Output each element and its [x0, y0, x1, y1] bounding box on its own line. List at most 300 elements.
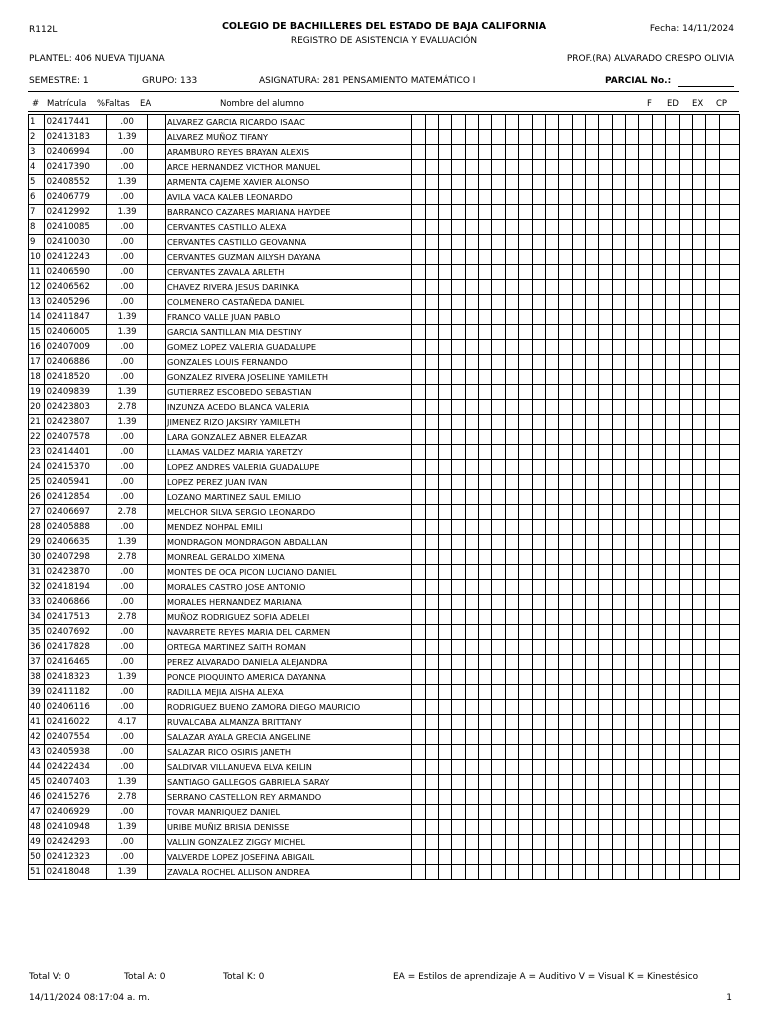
- grade-box: [612, 340, 625, 355]
- grade-box: [626, 490, 639, 505]
- grade-box: [492, 835, 505, 850]
- grade-box: [532, 655, 545, 670]
- grade-box: [492, 250, 505, 265]
- grade-box: [452, 295, 465, 310]
- grade-box: [639, 295, 652, 310]
- grade-box: [692, 220, 705, 235]
- grade-box: [439, 580, 452, 595]
- grade-box: [465, 385, 478, 400]
- grade-box: [452, 460, 465, 475]
- grade-box: [719, 580, 739, 595]
- grade-box: [706, 205, 719, 220]
- grade-box: [692, 325, 705, 340]
- grade-box: [559, 415, 572, 430]
- row-number: 5: [29, 175, 45, 190]
- grade-box: [612, 325, 625, 340]
- learning-style-cell: [148, 640, 166, 655]
- grade-box: [692, 160, 705, 175]
- row-number: 18: [29, 370, 45, 385]
- grade-box: [639, 175, 652, 190]
- grade-box: [412, 370, 425, 385]
- grade-box: [465, 550, 478, 565]
- grade-box: [439, 805, 452, 820]
- grade-box: [679, 220, 692, 235]
- row-number: 23: [29, 445, 45, 460]
- table-row: [29, 835, 740, 850]
- grade-box: [626, 610, 639, 625]
- grade-box: [639, 325, 652, 340]
- grade-box: [479, 415, 492, 430]
- grade-box: [412, 325, 425, 340]
- grade-box: [692, 565, 705, 580]
- grade-box: [666, 655, 679, 670]
- grade-box: [626, 535, 639, 550]
- grade-box: [505, 850, 518, 865]
- grade-box: [505, 625, 518, 640]
- grade-box: [425, 205, 438, 220]
- grade-box: [599, 190, 612, 205]
- grade-box: [706, 565, 719, 580]
- grade-box: [572, 700, 585, 715]
- grade-box: [452, 745, 465, 760]
- student-name: MORALES CASTRO JOSE ANTONIO: [166, 580, 412, 595]
- grade-box: [652, 490, 665, 505]
- grade-box: [719, 265, 739, 280]
- grade-box: [586, 295, 599, 310]
- grade-box: [465, 745, 478, 760]
- row-number: 42: [29, 730, 45, 745]
- student-name: FRANCO VALLE JUAN PABLO: [166, 310, 412, 325]
- grade-box: [479, 835, 492, 850]
- grade-box: [559, 610, 572, 625]
- grade-box: [679, 445, 692, 460]
- grade-box: [626, 265, 639, 280]
- grade-box: [439, 700, 452, 715]
- grade-box: [545, 235, 558, 250]
- grade-box: [532, 745, 545, 760]
- grade-box: [652, 265, 665, 280]
- grade-box: [679, 355, 692, 370]
- table-row: [29, 790, 740, 805]
- grade-box: [626, 580, 639, 595]
- grade-box: [452, 280, 465, 295]
- grade-box: [412, 310, 425, 325]
- grade-box: [586, 370, 599, 385]
- grade-box: [465, 115, 478, 130]
- grade-box: [412, 640, 425, 655]
- grade-box: [425, 850, 438, 865]
- grade-box: [679, 460, 692, 475]
- grade-box: [719, 670, 739, 685]
- table-row: [29, 295, 740, 310]
- grade-box: [626, 715, 639, 730]
- absence-percent: .00: [107, 850, 148, 865]
- grade-box: [706, 445, 719, 460]
- grade-box: [519, 205, 532, 220]
- grade-box: [412, 700, 425, 715]
- grade-box: [706, 370, 719, 385]
- grade-box: [719, 145, 739, 160]
- grade-box: [626, 355, 639, 370]
- grade-box: [559, 355, 572, 370]
- student-name: SALDIVAR VILLANUEVA ELVA KEILIN: [166, 760, 412, 775]
- student-id: 02415370: [44, 460, 106, 475]
- grade-box: [692, 475, 705, 490]
- grade-box: [519, 655, 532, 670]
- row-number: 9: [29, 235, 45, 250]
- row-number: 41: [29, 715, 45, 730]
- student-name: RADILLA MEJIA AISHA ALEXA: [166, 685, 412, 700]
- grade-box: [666, 265, 679, 280]
- table-row: [29, 520, 740, 535]
- student-name: ALVAREZ GARCIA RICARDO ISAAC: [166, 115, 412, 130]
- grade-box: [572, 370, 585, 385]
- grade-box: [639, 310, 652, 325]
- grade-box: [599, 385, 612, 400]
- grade-box: [612, 835, 625, 850]
- row-number: 17: [29, 355, 45, 370]
- grade-box: [612, 250, 625, 265]
- grade-box: [532, 235, 545, 250]
- grade-box: [452, 220, 465, 235]
- grade-box: [519, 415, 532, 430]
- row-number: 37: [29, 655, 45, 670]
- grade-box: [412, 730, 425, 745]
- absence-percent: .00: [107, 145, 148, 160]
- student-name: MONDRAGON MONDRAGON ABDALLAN: [166, 535, 412, 550]
- grade-box: [412, 400, 425, 415]
- grade-box: [425, 400, 438, 415]
- grade-box: [719, 730, 739, 745]
- grade-box: [545, 610, 558, 625]
- grade-box: [692, 460, 705, 475]
- grade-box: [586, 640, 599, 655]
- absence-percent: .00: [107, 340, 148, 355]
- student-id: 02407554: [44, 730, 106, 745]
- grade-box: [439, 220, 452, 235]
- grade-box: [706, 625, 719, 640]
- grade-box: [692, 610, 705, 625]
- grade-box: [692, 265, 705, 280]
- grade-box: [666, 685, 679, 700]
- grade-box: [492, 175, 505, 190]
- grade-box: [479, 625, 492, 640]
- grade-box: [599, 805, 612, 820]
- grade-box: [652, 700, 665, 715]
- absence-percent: 2.78: [107, 610, 148, 625]
- grade-box: [532, 490, 545, 505]
- grade-box: [599, 370, 612, 385]
- absence-percent: 2.78: [107, 790, 148, 805]
- grade-box: [425, 310, 438, 325]
- grade-box: [666, 130, 679, 145]
- grade-box: [492, 265, 505, 280]
- grade-box: [639, 115, 652, 130]
- student-id: 02414401: [44, 445, 106, 460]
- grade-box: [639, 355, 652, 370]
- grade-box: [439, 415, 452, 430]
- grade-box: [492, 445, 505, 460]
- grade-box: [692, 850, 705, 865]
- grade-box: [692, 595, 705, 610]
- grade-box: [519, 790, 532, 805]
- table-row: [29, 820, 740, 835]
- grade-box: [452, 730, 465, 745]
- row-number: 34: [29, 610, 45, 625]
- grade-box: [599, 835, 612, 850]
- grade-box: [612, 625, 625, 640]
- grade-box: [505, 265, 518, 280]
- grade-box: [586, 505, 599, 520]
- student-name: MONREAL GERALDO XIMENA: [166, 550, 412, 565]
- grade-box: [505, 175, 518, 190]
- grade-box: [425, 700, 438, 715]
- grade-box: [639, 850, 652, 865]
- grade-box: [532, 145, 545, 160]
- grade-box: [425, 820, 438, 835]
- grade-box: [519, 565, 532, 580]
- grade-box: [519, 550, 532, 565]
- learning-style-cell: [148, 535, 166, 550]
- grade-box: [425, 415, 438, 430]
- grade-box: [679, 790, 692, 805]
- grade-box: [505, 115, 518, 130]
- table-row: [29, 190, 740, 205]
- partial-number-blank: [678, 76, 734, 87]
- learning-style-cell: [148, 850, 166, 865]
- learning-style-cell: [148, 550, 166, 565]
- grade-box: [679, 400, 692, 415]
- grade-box: [425, 790, 438, 805]
- grade-box: [479, 370, 492, 385]
- grade-box: [719, 490, 739, 505]
- grade-box: [465, 850, 478, 865]
- grade-box: [599, 685, 612, 700]
- grade-box: [612, 805, 625, 820]
- grade-box: [586, 580, 599, 595]
- student-name: VALVERDE LOPEZ JOSEFINA ABIGAIL: [166, 850, 412, 865]
- grade-box: [599, 535, 612, 550]
- grade-box: [545, 310, 558, 325]
- grade-box: [652, 400, 665, 415]
- grade-box: [666, 325, 679, 340]
- grade-box: [505, 505, 518, 520]
- grade-box: [505, 745, 518, 760]
- grade-box: [586, 790, 599, 805]
- grade-box: [652, 850, 665, 865]
- grade-box: [652, 145, 665, 160]
- grade-box: [666, 565, 679, 580]
- grade-box: [599, 220, 612, 235]
- grade-box: [666, 400, 679, 415]
- grade-box: [439, 865, 452, 880]
- grade-box: [679, 655, 692, 670]
- student-id: 02405888: [44, 520, 106, 535]
- student-id: 02418323: [44, 670, 106, 685]
- grade-box: [452, 325, 465, 340]
- grade-box: [626, 145, 639, 160]
- grade-box: [652, 550, 665, 565]
- grade-box: [425, 115, 438, 130]
- grade-box: [679, 805, 692, 820]
- grade-box: [572, 670, 585, 685]
- grade-box: [639, 415, 652, 430]
- grade-box: [612, 715, 625, 730]
- grade-box: [679, 700, 692, 715]
- learning-style-cell: [148, 310, 166, 325]
- grade-box: [666, 790, 679, 805]
- grade-box: [652, 655, 665, 670]
- grade-box: [666, 595, 679, 610]
- grade-box: [439, 295, 452, 310]
- grade-box: [639, 625, 652, 640]
- grade-box: [519, 775, 532, 790]
- grade-box: [652, 805, 665, 820]
- absence-percent: .00: [107, 220, 148, 235]
- grade-box: [439, 310, 452, 325]
- grade-box: [626, 235, 639, 250]
- grade-box: [425, 730, 438, 745]
- absence-percent: .00: [107, 745, 148, 760]
- grade-box: [452, 535, 465, 550]
- grade-box: [599, 730, 612, 745]
- grade-box: [692, 190, 705, 205]
- absence-percent: .00: [107, 160, 148, 175]
- grade-box: [505, 805, 518, 820]
- grade-box: [639, 805, 652, 820]
- student-name: CHAVEZ RIVERA JESUS DARINKA: [166, 280, 412, 295]
- grade-box: [519, 385, 532, 400]
- grade-box: [545, 280, 558, 295]
- grade-box: [612, 460, 625, 475]
- col-header-cp: CP: [716, 99, 728, 109]
- absence-percent: 4.17: [107, 715, 148, 730]
- grade-box: [439, 730, 452, 745]
- grade-box: [626, 790, 639, 805]
- grade-box: [612, 655, 625, 670]
- student-name: LOPEZ ANDRES VALERIA GUADALUPE: [166, 460, 412, 475]
- col-header-ex: EX: [692, 99, 704, 109]
- grade-box: [612, 415, 625, 430]
- grade-box: [706, 265, 719, 280]
- grade-box: [479, 130, 492, 145]
- grade-box: [719, 790, 739, 805]
- grade-box: [692, 280, 705, 295]
- grade-box: [465, 805, 478, 820]
- row-number: 11: [29, 265, 45, 280]
- grade-box: [639, 745, 652, 760]
- grade-box: [666, 355, 679, 370]
- student-id: 02418520: [44, 370, 106, 385]
- student-id: 02406886: [44, 355, 106, 370]
- student-id: 02406779: [44, 190, 106, 205]
- grade-box: [666, 760, 679, 775]
- grade-box: [559, 265, 572, 280]
- grade-box: [612, 175, 625, 190]
- grade-box: [519, 850, 532, 865]
- row-number: 35: [29, 625, 45, 640]
- grade-box: [452, 565, 465, 580]
- table-row: [29, 760, 740, 775]
- grade-box: [572, 160, 585, 175]
- grade-box: [652, 595, 665, 610]
- grade-box: [719, 160, 739, 175]
- grade-box: [612, 295, 625, 310]
- grade-box: [572, 535, 585, 550]
- absence-percent: .00: [107, 700, 148, 715]
- grade-box: [612, 550, 625, 565]
- grade-box: [679, 250, 692, 265]
- grade-box: [519, 610, 532, 625]
- grade-box: [719, 625, 739, 640]
- grade-box: [679, 670, 692, 685]
- grade-box: [425, 430, 438, 445]
- absence-percent: 1.39: [107, 535, 148, 550]
- grade-box: [425, 145, 438, 160]
- grade-box: [679, 685, 692, 700]
- student-name: RODRIGUEZ BUENO ZAMORA DIEGO MAURICIO: [166, 700, 412, 715]
- grade-box: [559, 565, 572, 580]
- grade-box: [465, 715, 478, 730]
- grade-box: [545, 130, 558, 145]
- grade-box: [439, 340, 452, 355]
- grade-box: [545, 685, 558, 700]
- grade-box: [479, 715, 492, 730]
- grade-box: [545, 565, 558, 580]
- grade-box: [692, 820, 705, 835]
- grade-box: [666, 460, 679, 475]
- absence-percent: .00: [107, 685, 148, 700]
- grade-box: [452, 415, 465, 430]
- grade-box: [652, 685, 665, 700]
- grade-box: [626, 190, 639, 205]
- grade-box: [666, 385, 679, 400]
- grade-box: [692, 490, 705, 505]
- grade-box: [559, 145, 572, 160]
- grade-box: [666, 775, 679, 790]
- grade-box: [439, 445, 452, 460]
- row-number: 26: [29, 490, 45, 505]
- grade-box: [439, 430, 452, 445]
- table-row: [29, 340, 740, 355]
- grade-box: [425, 805, 438, 820]
- grade-box: [572, 460, 585, 475]
- grade-box: [519, 640, 532, 655]
- student-id: 02417513: [44, 610, 106, 625]
- grade-box: [639, 520, 652, 535]
- grade-box: [679, 385, 692, 400]
- grade-box: [586, 685, 599, 700]
- grade-box: [599, 490, 612, 505]
- grade-box: [439, 370, 452, 385]
- grade-box: [679, 190, 692, 205]
- absence-percent: .00: [107, 730, 148, 745]
- grade-box: [599, 295, 612, 310]
- grade-box: [452, 655, 465, 670]
- absence-percent: 1.39: [107, 130, 148, 145]
- grade-box: [465, 175, 478, 190]
- grade-box: [706, 475, 719, 490]
- student-name: MUÑOZ RODRIGUEZ SOFIA ADELEI: [166, 610, 412, 625]
- grade-box: [439, 280, 452, 295]
- student-name: AVILA VACA KALEB LEONARDO: [166, 190, 412, 205]
- grade-box: [652, 340, 665, 355]
- grade-box: [465, 280, 478, 295]
- grade-box: [586, 385, 599, 400]
- grade-box: [639, 580, 652, 595]
- grade-box: [452, 700, 465, 715]
- student-name: ARMENTA CAJEME XAVIER ALONSO: [166, 175, 412, 190]
